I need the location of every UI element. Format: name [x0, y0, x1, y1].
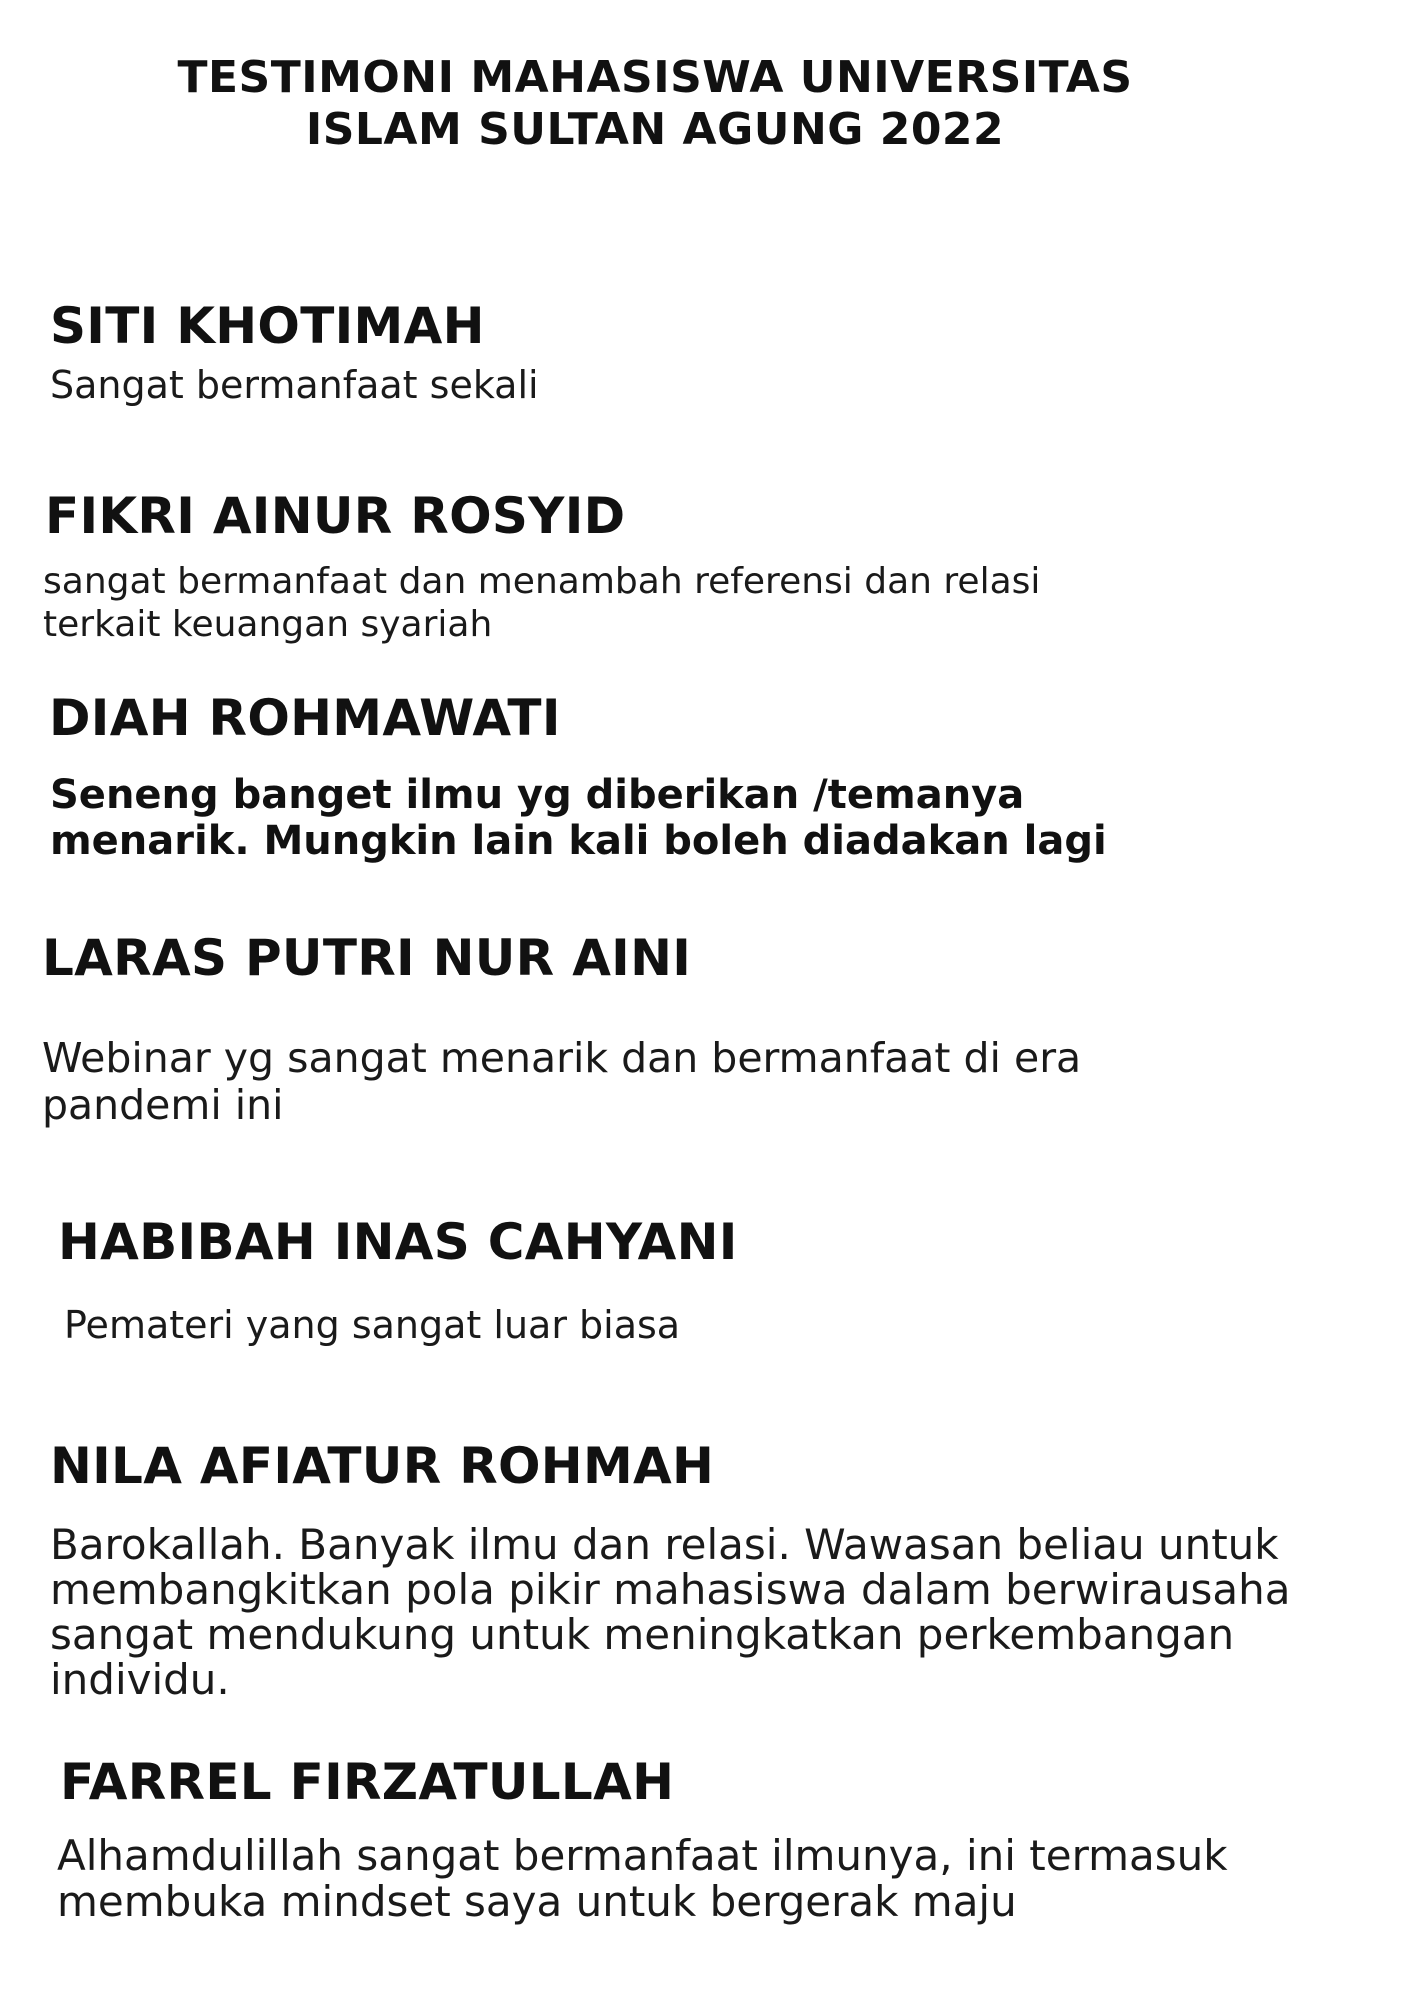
- testimonial-text-line: membuka mindset saya untuk bergerak maju: [57, 1877, 1017, 1926]
- testimonial-text-line: sangat bermanfaat dan menambah referensi dan relasi: [43, 561, 1041, 602]
- page-title-line: TESTIMONI MAHASISWA UNIVERSITAS: [177, 52, 1133, 103]
- testimonial-text-line: sangat mendukung untuk meningkatkan perkembangan: [50, 1610, 1235, 1659]
- testimonial-text: [42, 1035, 1081, 1129]
- testimonial-name: FIKRI AINUR ROSYID: [45, 487, 626, 545]
- testimonial-text-line: individu.: [50, 1655, 230, 1704]
- testimonial-text: [64, 1303, 680, 1347]
- testimonial-name: SITI KHOTIMAH: [50, 297, 485, 355]
- testimonial-name: HABIBAH INAS CAHYANI: [58, 1213, 738, 1271]
- testimonial-text-line: Pemateri yang sangat luar biasa: [64, 1303, 681, 1347]
- testimonial-name: FARREL FIRZATULLAH: [60, 1753, 675, 1811]
- testimonial-text: [43, 560, 1040, 646]
- testimonial-name: DIAH ROHMAWATI: [49, 689, 561, 747]
- testimonial-text-line: pandemi ini: [42, 1081, 284, 1129]
- testimonial-text-line: menarik. Mungkin lain kali boleh diadakan lagi: [50, 818, 1107, 864]
- testimonial-name: LARAS PUTRI NUR AINI: [42, 929, 692, 987]
- testimonial-text: [50, 363, 539, 407]
- testimonial-text: [50, 1522, 1290, 1702]
- testimonial-text-line: Seneng banget ilmu yg diberikan /temanya: [50, 772, 1025, 818]
- page-title: [0, 52, 1310, 156]
- testimonial-text-line: Webinar yg sangat menarik dan bermanfaat di era: [42, 1034, 1082, 1082]
- testimonial-text-line: Sangat bermanfaat sekali: [50, 363, 539, 407]
- testimonial-text-line: Barokallah. Banyak ilmu dan relasi. Wawasan beliau untuk: [50, 1520, 1279, 1569]
- testimonial-name: NILA AFIATUR ROHMAH: [50, 1437, 715, 1495]
- testimonial-text-line: terkait keuangan syariah: [43, 604, 493, 645]
- testimonial-text-line: membangkitkan pola pikir mahasiswa dalam berwirausaha: [50, 1565, 1291, 1614]
- testimonial-text: [50, 772, 1107, 864]
- page-title-line: ISLAM SULTAN AGUNG 2022: [305, 104, 1005, 155]
- testimonial-text: [57, 1833, 1228, 1925]
- testimonial-text-line: Alhamdulillah sangat bermanfaat ilmunya, ini termasuk: [57, 1831, 1228, 1880]
